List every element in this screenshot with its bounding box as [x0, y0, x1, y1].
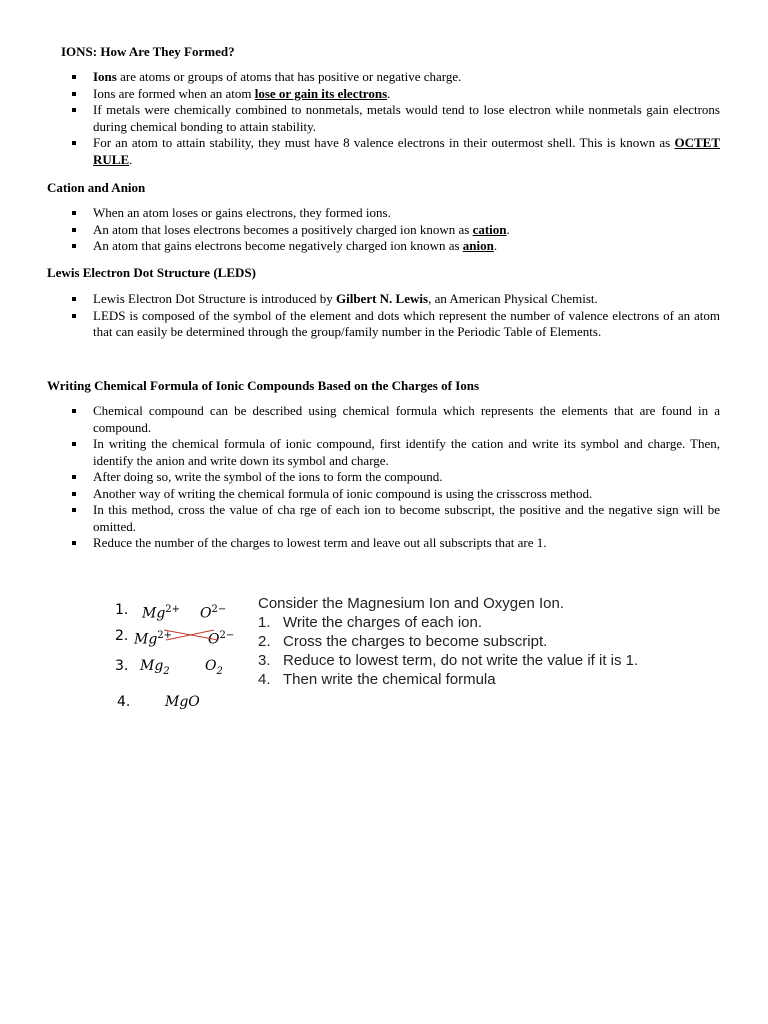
step-item: 4. Then write the chemical formula: [258, 671, 496, 688]
example-row: 2. $Mg^{2+}$ $O^{2-}$: [110, 628, 240, 648]
cation-anion-bullet-list: [72, 205, 720, 255]
anion-symbol: $O^{2-}$: [200, 604, 227, 622]
crisscross-example: 1. $Mg^{2+}$ $O^{2-}$ 2. $Mg^{2+}$ $O^{2-}$ 3. $Mg_2$ $O_2$ 4. MgO: [110, 594, 250, 714]
cation-symbol: $Mg^{2+}$: [134, 630, 173, 648]
ions-bullet-list: [72, 69, 720, 168]
section-title-leds: Lewis Electron Dot Structure (LEDS): [47, 265, 256, 280]
list-item: When an atom loses or gains electrons, they formed ions.: [72, 205, 720, 222]
chemical-formula-bullet-list: [72, 403, 720, 552]
crisscross-steps: [258, 594, 648, 689]
list-item: In writing the chemical formula of ionic compound, first identify the cation and write its symbol and charge. Then, identify the anion and write down its symbol and charge.: [72, 436, 720, 469]
list-item: LEDS is composed of the symbol of the element and dots which represent the number of valence electrons of an atom that can easily be determined through the group/family number in the Periodic Table of Elements.: [72, 308, 720, 341]
list-item: For an atom to attain stability, they must have 8 valence electrons in their outermost shell. This is known as OCTET RULE.: [72, 135, 720, 168]
step-item: 2. Cross the charges to become subscript.: [258, 633, 548, 650]
list-item: An atom that loses electrons becomes a positively charged ion known as cation.: [72, 222, 720, 239]
anion-symbol: $O^{2-}$: [208, 630, 235, 648]
list-item: Another way of writing the chemical formula of ionic compound is using the crisscross method.: [72, 486, 720, 503]
figure-heading: Consider the Magnesium Ion and Oxygen Ion.: [258, 595, 565, 612]
list-item: An atom that gains electrons become negatively charged ion known as anion.: [72, 238, 720, 255]
compound-formula: MgO: [165, 694, 200, 710]
cation-symbol: $Mg^{2+}$: [142, 604, 181, 622]
list-item: Ions are atoms or groups of atoms that has positive or negative charge.: [72, 69, 720, 86]
emphasis-term: OCTET RULE: [93, 135, 720, 167]
anion-symbol: $O_2$: [205, 658, 223, 677]
list-item: Reduce the number of the charges to lowest term and leave out all subscripts that are 1.: [72, 535, 720, 552]
list-item: Lewis Electron Dot Structure is introduced by Gilbert N. Lewis, an American Physical Chemist.: [72, 291, 720, 308]
section-title-ions: IONS: How Are They Formed?: [61, 44, 235, 59]
crisscross-method-figure: [110, 594, 650, 714]
step-item: 1. Write the charges of each ion.: [258, 614, 482, 631]
list-item: After doing so, write the symbol of the ions to form the compound.: [72, 469, 720, 486]
list-item: Chemical compound can be described using chemical formula which represents the elements that are found in a compound.: [72, 403, 720, 436]
emphasis-term: anion: [462, 238, 494, 253]
list-item: In this method, cross the value of cha rge of each ion to become subscript, the positive and the negative sign will be omitted.: [72, 502, 720, 535]
section-title-chemical-formula: Writing Chemical Formula of Ionic Compounds Based on the Charges of Ions: [47, 378, 480, 393]
section-title-cation-anion: Cation and Anion: [47, 180, 146, 195]
cation-symbol: $Mg_2$: [140, 658, 170, 677]
leds-bullet-list: [72, 291, 720, 341]
crisscross-arrows: [158, 628, 238, 648]
emphasis-term: lose or gain its electrons: [254, 85, 388, 101]
list-item: If metals were chemically combined to nonmetals, metals would tend to lose electron while nonmetals gain electrons during chemical bonding to attain stability.: [72, 102, 720, 135]
step-item: 3. Reduce to lowest term, do not write the value if it is 1.: [258, 652, 639, 669]
list-item: Ions are formed when an atom lose or gain its electrons.: [72, 86, 720, 103]
emphasis-term: cation: [472, 221, 507, 237]
